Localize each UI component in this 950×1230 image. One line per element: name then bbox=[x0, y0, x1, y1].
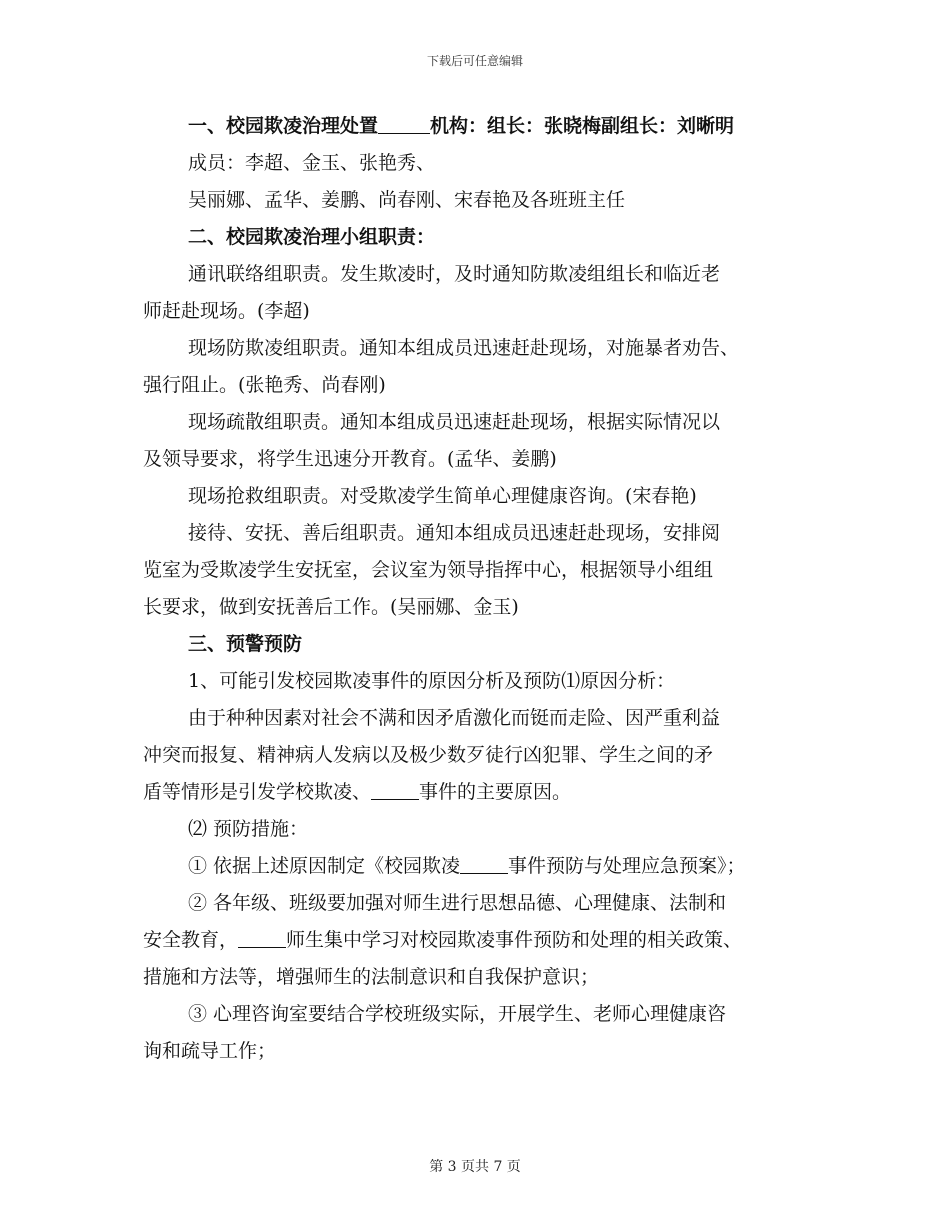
paragraph-line: 现场防欺凌组职责。通知本组成员迅速赶赴现场，对施暴者劝告、 bbox=[188, 337, 740, 359]
paragraph-line: 现场疏散组职责。通知本组成员迅速赶赴现场，根据实际情况以 bbox=[188, 411, 721, 433]
paragraph-line: 通讯联络组职责。发生欺凌时，及时通知防欺凌组组长和临近老 bbox=[188, 263, 721, 285]
paragraph-line: 冲突而报复、精神病人发病以及极少数歹徒行凶犯罪、学生之间的矛 bbox=[143, 744, 714, 766]
section-heading-1: 一、校园欺凌治理处置 机构：组长：张晓梅副组长：刘晰明 bbox=[143, 108, 815, 145]
paragraph-line: 接待、安抚、善后组职责。通知本组成员迅速赶赴现场，安排阅 bbox=[188, 522, 721, 544]
paragraph-line: 成员：李超、金玉、张艳秀、 bbox=[188, 152, 436, 174]
paragraph-line: 及领导要求，将学生迅速分开教育。(孟华、姜鹏) bbox=[143, 448, 557, 470]
blank-underline bbox=[378, 109, 430, 134]
paragraph-line: 现场抢救组职责。对受欺凌学生简单心理健康咨询。(宋春艳) bbox=[188, 485, 697, 507]
paragraph-line: 强行阻止。(张艳秀、尚春刚) bbox=[143, 374, 386, 396]
section-heading-3: 三、预警预防 bbox=[188, 633, 303, 655]
blank-underline bbox=[238, 923, 286, 948]
blank-underline bbox=[371, 775, 419, 800]
paragraph-line: ② 各年级、班级要加强对师生进行思想品德、心理健康、法制和 bbox=[188, 892, 727, 914]
paragraph-line: 询和疏导工作； bbox=[143, 1040, 277, 1062]
paragraph-line: 师赶赴现场。(李超) bbox=[143, 300, 310, 322]
paragraph-line: ① 依据上述原因制定《校园欺凌 事件预防与处理应急预案》； bbox=[143, 848, 815, 885]
section-heading-2: 二、校园欺凌治理小组职责： bbox=[188, 226, 436, 248]
paragraph-line: 盾等情形是引发学校欺凌、 事件的主要原因。 bbox=[143, 774, 815, 811]
paragraph-line: 览室为受欺凌学生安抚室，会议室为领导指挥中心，根据领导小组组 bbox=[143, 559, 714, 581]
paragraph-line: 吴丽娜、孟华、姜鹏、尚春刚、宋春艳及各班班主任 bbox=[188, 189, 626, 211]
paragraph-line: 措施和方法等，增强师生的法制意识和自我保护意识； bbox=[143, 966, 600, 988]
paragraph-line: ③ 心理咨询室要结合学校班级实际，开展学生、老师心理健康咨 bbox=[188, 1003, 727, 1025]
document-body bbox=[143, 108, 815, 1070]
paragraph-line: 安全教育， 师生集中学习对校园欺凌事件预防和处理的相关政策、 bbox=[143, 922, 815, 959]
paragraph-line: 1、可能引发校园欺凌事件的原因分析及预防⑴原因分析： bbox=[188, 670, 676, 692]
page-footer: 第 3 页共 7 页 bbox=[429, 1159, 521, 1175]
paragraph-line: 由于种种因素对社会不满和因矛盾激化而铤而走险、因严重利益 bbox=[188, 707, 721, 729]
paragraph-line: 长要求，做到安抚善后工作。(吴丽娜、金玉) bbox=[143, 596, 519, 618]
page-header: 下载后可任意编辑 bbox=[426, 54, 523, 68]
blank-underline bbox=[460, 849, 508, 874]
paragraph-line: ⑵ 预防措施： bbox=[188, 818, 309, 840]
